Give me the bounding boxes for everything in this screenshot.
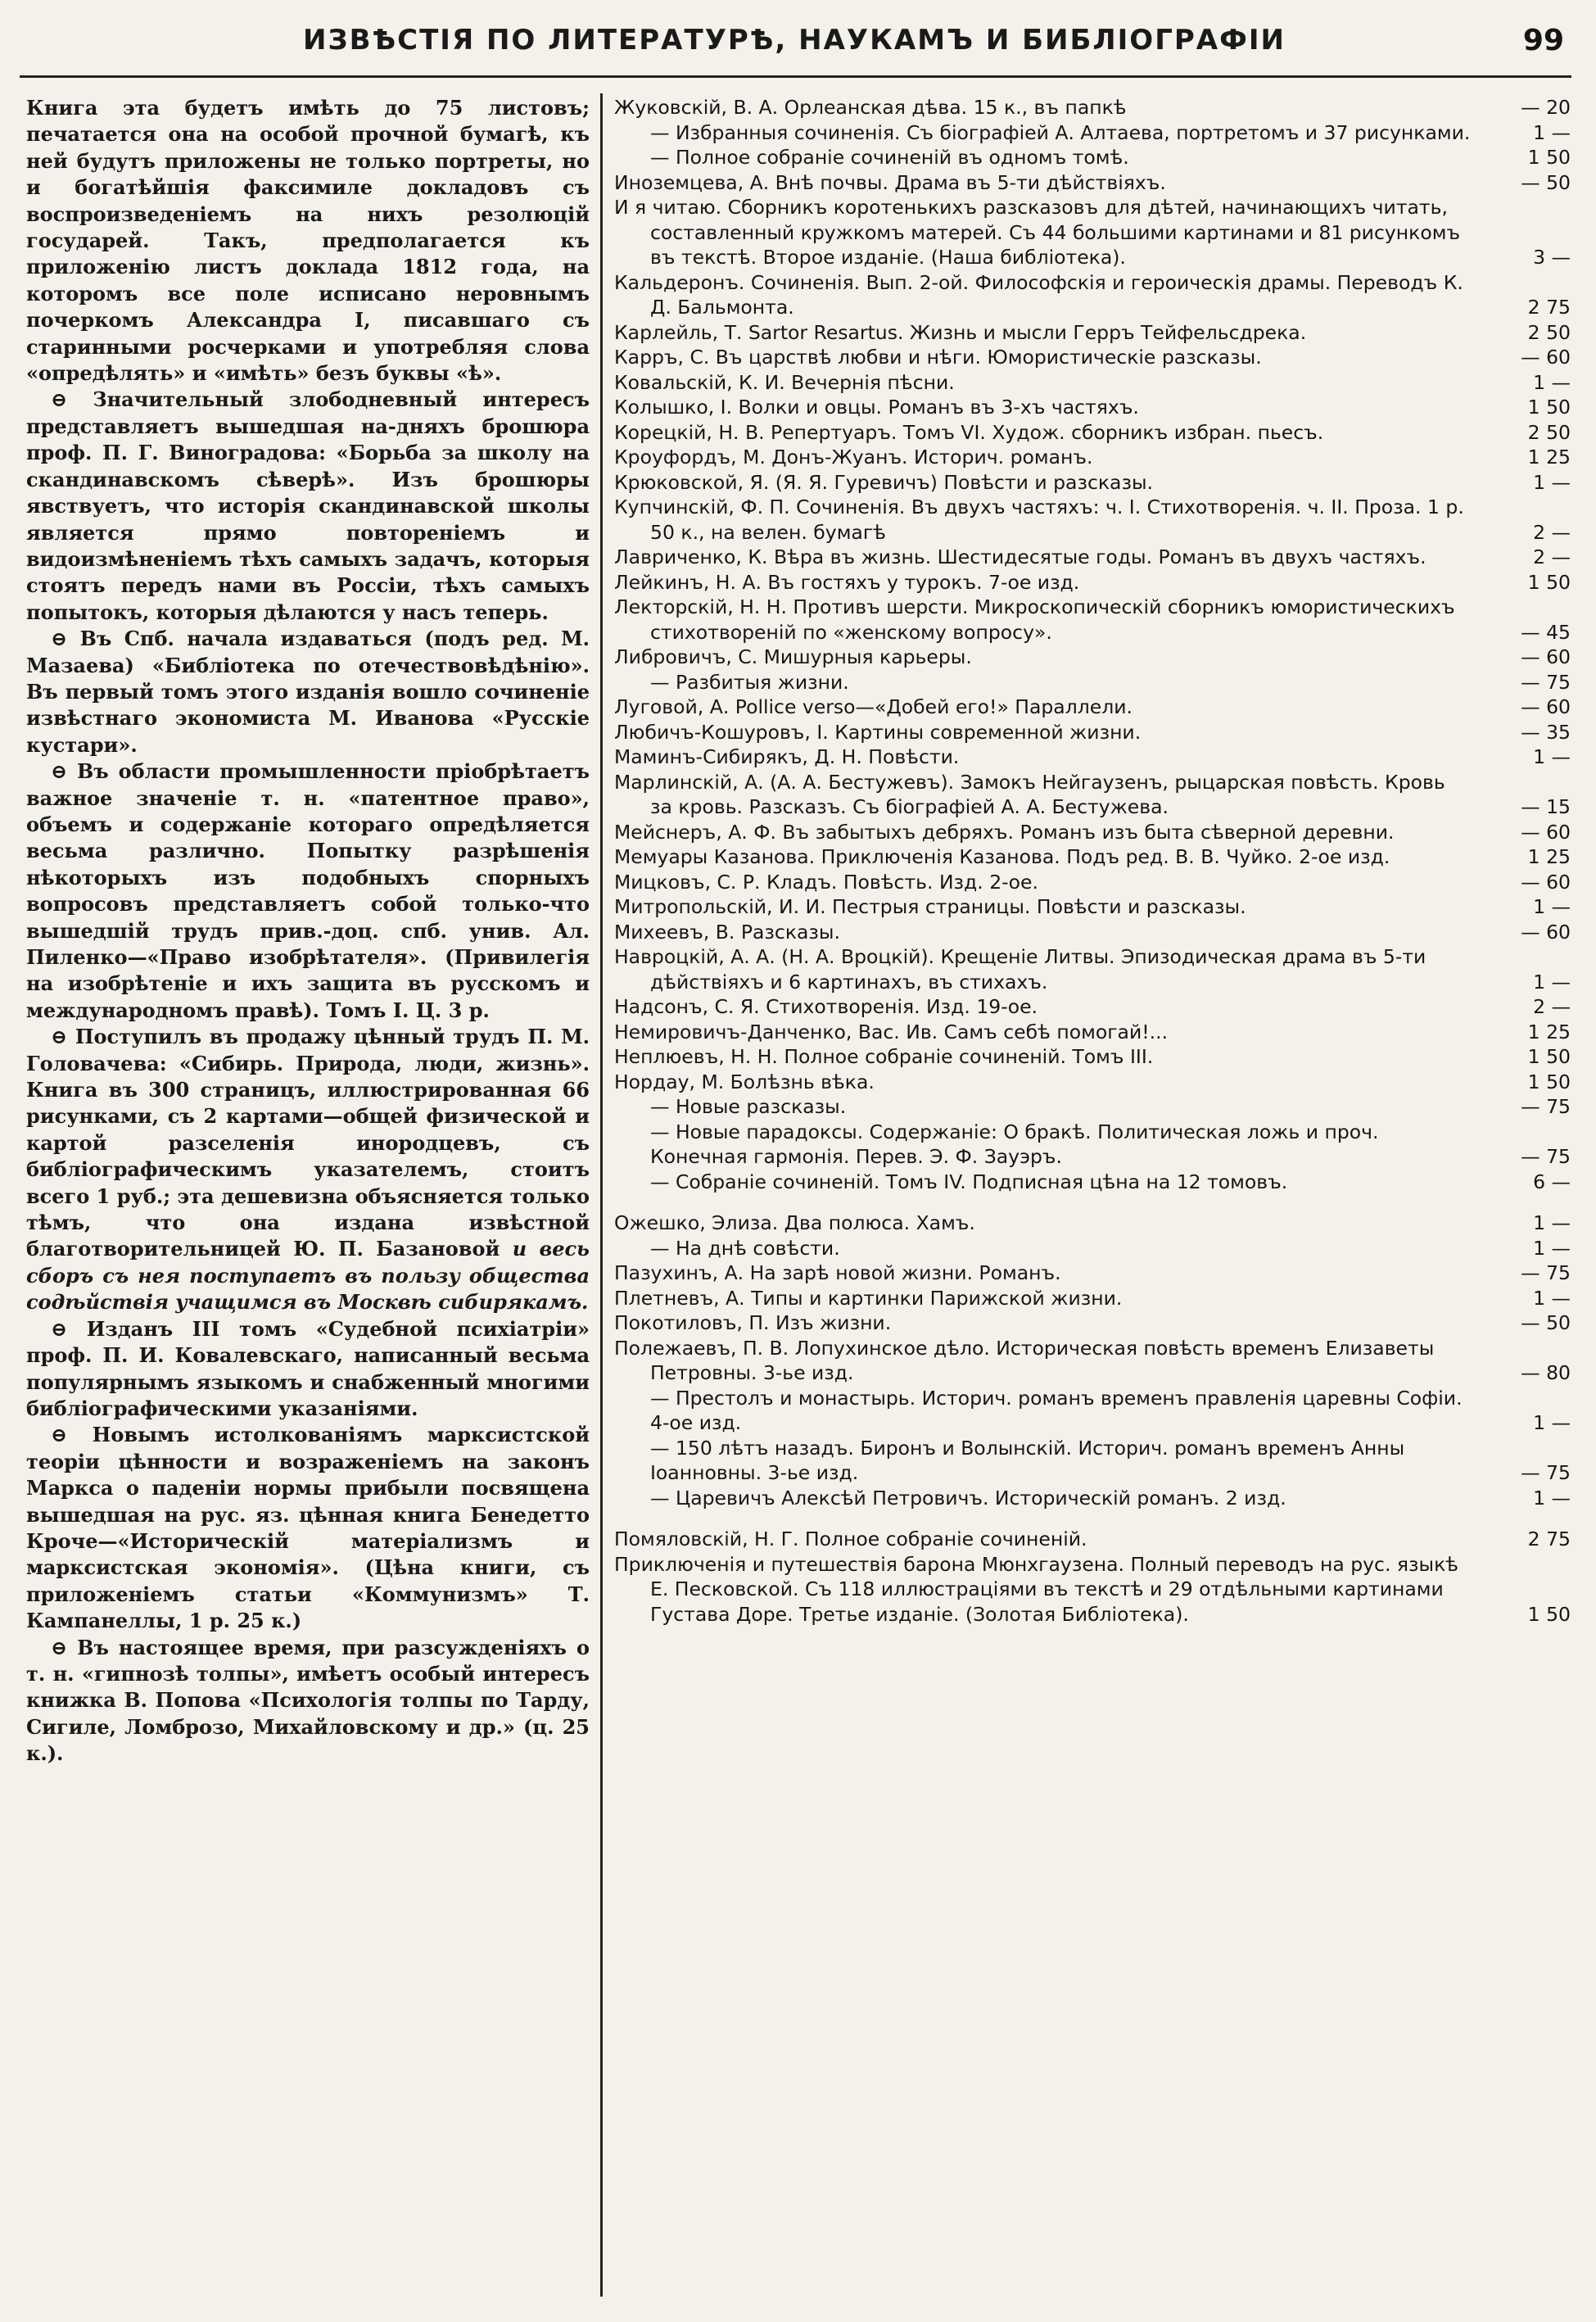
news-paragraph: ⊖ Значительный злободневный интересъ представляетъ вышедшая на-дняхъ брошюра проф. П. Г. Виноградова: «Борьба за школу на скандинавскомъ сѣверѣ». Изъ брошюры явствуетъ, что исторія скандинавской школы является прямо повтореніемъ и видоизмѣненіемъ тѣхъ самыхъ задачъ, которыя стоятъ передъ нами въ Россіи, тѣхъ самыхъ попытокъ, которыя дѣлаются у насъ теперь.: [26, 387, 590, 624]
book-entry-text: — На днѣ совѣсти.: [650, 1236, 840, 1260]
book-entry-price: 1 —: [1533, 120, 1571, 144]
book-entry-text: Маминъ-Сибирякъ, Д. Н. Повѣсти.: [614, 745, 960, 768]
book-entry: [614, 570, 1571, 595]
book-entry-text: Нордау, М. Болѣзнь вѣка.: [614, 1070, 875, 1093]
book-entry: [614, 1044, 1571, 1070]
book-entry-price: — 45: [1521, 620, 1571, 644]
book-entry-text: — Избранныя сочиненія. Съ біографіей А. Алтаева, портретомъ и 37 рисунками.: [650, 120, 1471, 144]
book-entry-text: Крюковской, Я. (Я. Я. Гуревичъ) Повѣсти и разсказы.: [614, 470, 1153, 494]
book-entry-text: — Полное собраніе сочиненій въ одномъ томѣ.: [650, 146, 1129, 169]
book-entry: [614, 1236, 1571, 1261]
book-entry-price: 1 50: [1527, 1070, 1571, 1093]
book-list: [614, 95, 1571, 1627]
book-entry: [614, 920, 1571, 945]
book-entry: [614, 1020, 1571, 1045]
book-entry: [614, 495, 1571, 545]
book-entry-price: — 60: [1521, 920, 1571, 944]
book-entry-price: 1 —: [1533, 1211, 1571, 1234]
book-entry-text: Навроцкій, А. А. (Н. А. Вроцкій). Крещеніе Литвы. Эпизодическая драма въ 5-ти дѣйствіяхъ и 6 картинахъ, въ стихахъ.: [614, 945, 1426, 994]
book-entry-price: — 20: [1521, 96, 1571, 119]
book-entry-price: — 15: [1521, 795, 1571, 818]
book-entry-text: Лейкинъ, Н. А. Въ гостяхъ у турокъ. 7-ое изд.: [614, 570, 1080, 594]
book-entry: [614, 670, 1571, 695]
book-entry: [614, 1211, 1571, 1236]
book-entry-price: 2 75: [1527, 1528, 1571, 1550]
book-entry: [614, 370, 1571, 396]
running-header: [25, 11, 1564, 69]
book-entry-price: 2 —: [1533, 520, 1571, 544]
book-entry-price: — 60: [1521, 346, 1571, 369]
book-entry-price: 2 75: [1527, 296, 1571, 319]
book-entry-text: — Новые парадоксы. Содержаніе: О бракѣ. Политическая ложь и проч. Конечная гармонія. Перев. Э. Ф. Зауэръ.: [650, 1120, 1379, 1168]
book-entry: [614, 145, 1571, 170]
book-entry: [614, 820, 1571, 845]
book-entry-price: — 80: [1521, 1361, 1571, 1384]
book-entry-text: Лекторскій, Н. Н. Противъ шерсти. Микроскопическій сборникъ юмористическихъ стихотвореній по «женскому вопросу».: [614, 595, 1455, 644]
book-entry: [614, 170, 1571, 196]
list-spacer: [614, 1194, 1571, 1211]
header-title: ИЗВѢСТІЯ ПО ЛИТЕРАТУРѢ, НАУКАМЪ И БИБЛІОГРАФІИ: [303, 24, 1286, 57]
book-entry-price: 6 —: [1533, 1170, 1571, 1193]
news-paragraph: ⊖ Изданъ III томъ «Судебной психіатріи» проф. П. И. Ковалевскаго, написанный весьма популярнымъ языкомъ и снабженный многими библіографическими указаніями.: [26, 1316, 590, 1420]
news-paragraph-italic: и весь сборъ съ нея поступаетъ въ пользу общества содѣйствія учащимся въ Москвѣ сибирякамъ.: [26, 1237, 590, 1315]
book-entry: [614, 120, 1571, 146]
book-entry: [614, 1552, 1571, 1627]
book-entry-text: — Новые разсказы.: [650, 1095, 847, 1118]
book-entry-price: 2 —: [1533, 995, 1571, 1018]
book-entry: [614, 345, 1571, 370]
book-entry: [614, 1386, 1571, 1436]
book-entry-price: 1 —: [1533, 970, 1571, 994]
book-entry-text: Немировичъ-Данченко, Вас. Ив. Самъ себѣ помогай!...: [614, 1020, 1169, 1043]
book-entry-text: Ковальскій, К. И. Вечернія пѣсни.: [614, 370, 955, 394]
page-number: 99: [1522, 23, 1564, 57]
book-entry-text: Неплюевъ, Н. Н. Полное собраніе сочиненій. Томъ III.: [614, 1045, 1154, 1068]
news-paragraph: ⊖ Въ области промышленности пріобрѣтаетъ важное значеніе т. н. «патентное право», объемъ и содержаніе котораго опредѣляется весьма различно. Попытку разрѣшенія нѣкоторыхъ изъ подобныхъ спорныхъ вопросовъ представляетъ собой только-что вышедшій трудъ прив.-доц. спб. унив. Ал. Пиленко—«Право изобрѣтателя». (Привилегія на изобрѣтеніе и ихъ защита въ русскомъ и международномъ правѣ). Томъ I. Ц. 3 р.: [26, 759, 590, 1022]
book-entry-price: — 60: [1521, 870, 1571, 894]
book-entry-text: Полежаевъ, П. В. Лопухинское дѣло. Историческая повѣсть временъ Елизаветы Петровны. 3-ье изд.: [614, 1336, 1435, 1384]
left-column: [26, 95, 590, 1768]
book-entry-text: Карръ, С. Въ царствѣ любви и нѣги. Юмористическіе разсказы.: [614, 346, 1262, 369]
book-entry-price: 1 —: [1533, 745, 1571, 768]
book-entry-text: Корецкій, Н. В. Репертуаръ. Томъ VI. Худож. сборникъ избран. пьесъ.: [614, 420, 1324, 444]
book-entry-price: 1 50: [1527, 1045, 1571, 1068]
book-entry-price: 1 —: [1533, 470, 1571, 494]
news-paragraph-text: ⊖ Поступилъ въ продажу цѣнный трудъ П. М. Головачева: «Сибирь. Природа, люди, жизнь». Книга въ 300 страницъ, иллюстрированная 66 рисунками, съ 2 картами—общей физической и картой разселенія инородцевъ, съ библіографическимъ указателемъ, стоитъ всего 1 руб.; эта дешевизна объясняется только тѣмъ, что она издана извѣстной благотворительницей Ю. П. Базановой: [26, 1025, 590, 1261]
book-entry: [614, 420, 1571, 446]
book-entry-price: — 60: [1521, 820, 1571, 844]
book-entry-price: — 75: [1521, 1461, 1571, 1484]
book-entry: [614, 1120, 1571, 1170]
book-entry-text: Кальдеронъ. Сочиненія. Вып. 2-ой. Философскія и героическія драмы. Переводъ К. Д. Бальмонта.: [614, 270, 1463, 319]
book-entry: [614, 1286, 1571, 1311]
book-entry-text: Лавриченко, К. Вѣра въ жизнь. Шестидесятые годы. Романъ въ двухъ частяхъ.: [614, 545, 1426, 568]
book-entry-text: Либровичъ, С. Мишурныя карьеры.: [614, 645, 972, 668]
book-entry-text: Ожешко, Элиза. Два полюса. Хамъ.: [614, 1211, 975, 1234]
book-entry-text: Мемуары Казанова. Приключенія Казанова. Подъ ред. В. В. Чуйко. 2-ое изд.: [614, 845, 1390, 868]
book-entry: [614, 595, 1571, 645]
book-entry-text: Жуковскій, В. А. Орлеанская дѣва. 15 к., въ папкѣ: [614, 96, 1127, 119]
book-entry-text: Мицковъ, С. Р. Кладъ. Повѣсть. Изд. 2-ое.: [614, 870, 1038, 894]
book-entry-price: 1 —: [1533, 1286, 1571, 1310]
book-entry: [614, 1070, 1571, 1095]
book-entry-price: 1 50: [1527, 396, 1571, 419]
news-paragraph: ⊖ Въ настоящее время, при разсужденіяхъ о т. н. «гипнозѣ толпы», имѣетъ особый интересъ книжка В. Попова «Психологія толпы по Тарду, Сигиле, Ломброзо, Михайловскому и др.» (ц. 25 к.).: [26, 1635, 590, 1766]
book-entry-text: Надсонъ, С. Я. Стихотворенія. Изд. 19-ое.: [614, 995, 1038, 1018]
book-entry: [614, 545, 1571, 570]
book-entry: [614, 320, 1571, 346]
book-entry-text: Приключенія и путешествія барона Мюнхгаузена. Полный переводъ на рус. языкѣ Е. Песковской. Съ 118 иллюстраціями въ текстѣ и 29 отдѣльными картинами Густава Доре. Третье изданіе. (Золотая Библіотека).: [614, 1552, 1459, 1626]
book-entry-text: Любичъ-Кошуровъ, І. Картины современной жизни.: [614, 720, 1142, 744]
book-entry-price: 1 —: [1533, 370, 1571, 394]
book-entry-price: — 75: [1521, 1261, 1571, 1284]
book-entry: [614, 445, 1571, 470]
book-entry-text: — Престолъ и монастырь. Историч. романъ временъ правленія царевны Софіи. 4-ое изд.: [650, 1386, 1463, 1434]
book-entry-price: — 50: [1521, 1311, 1571, 1334]
news-paragraph: [26, 1024, 590, 1315]
book-entry: [614, 1436, 1571, 1486]
book-entry-price: — 50: [1521, 170, 1571, 194]
book-entry: [614, 1527, 1571, 1552]
book-entry: [614, 195, 1571, 270]
book-entry: [614, 844, 1571, 870]
column-divider: [600, 93, 603, 2297]
book-entry-text: Покотиловъ, П. Изъ жизни.: [614, 1311, 892, 1334]
book-entry-price: 1 50: [1527, 146, 1571, 169]
book-entry-text: Помяловскій, Н. Г. Полное собраніе сочиненій.: [614, 1528, 1087, 1550]
book-entry: [614, 770, 1571, 820]
book-entry: [614, 645, 1571, 670]
book-entry-text: — Собраніе сочиненій. Томъ IV. Подписная цѣна на 12 томовъ.: [650, 1170, 1288, 1193]
book-entry-text: Плетневъ, А. Типы и картинки Парижской жизни.: [614, 1286, 1123, 1310]
book-entry-price: 1 25: [1527, 845, 1571, 868]
book-entry-price: 2 50: [1527, 320, 1571, 344]
book-entry-text: Колышко, І. Волки и овцы. Романъ въ 3-хъ частяхъ.: [614, 396, 1139, 419]
book-entry-price: — 75: [1521, 1145, 1571, 1168]
book-entry: [614, 270, 1571, 320]
book-entry-price: — 60: [1521, 645, 1571, 668]
book-entry-price: 1 50: [1527, 1602, 1571, 1626]
book-entry-text: — Разбитыя жизни.: [650, 670, 849, 694]
book-entry-text: И я читаю. Сборникъ коротенькихъ разсказовъ для дѣтей, начинающихъ читать, составленный кружкомъ матерей. Съ 44 большими картинами и 81 рисункомъ въ текстѣ. Второе изданіе. (Наша библіотека).: [614, 196, 1461, 269]
book-entry-text: — Царевичъ Алексѣй Петровичъ. Историческій романъ. 2 изд.: [650, 1486, 1286, 1510]
book-entry-text: Мейснеръ, А. Ф. Въ забытыхъ дебряхъ. Романъ изъ быта сѣверной деревни.: [614, 820, 1395, 844]
news-paragraph: ⊖ Въ Спб. начала издаваться (подъ ред. М. Мазаева) «Библіотека по отечествовѣдѣнію». Въ первый томъ этого изданія вошло сочиненіе извѣстнаго экономиста М. Иванова «Русскіе кустари».: [26, 627, 590, 757]
book-entry-price: 1 —: [1533, 1236, 1571, 1260]
book-entry-text: Иноземцева, А. Внѣ почвы. Драма въ 5-ти дѣйствіяхъ.: [614, 170, 1166, 194]
book-entry: [614, 1310, 1571, 1336]
book-entry: [614, 1261, 1571, 1286]
book-entry-text: Кроуфордъ, М. Донъ-Жуанъ. Историч. романъ.: [614, 446, 1093, 468]
book-entry-text: Луговой, А. Pollice verso—«Добей его!» Параллели.: [614, 695, 1133, 718]
book-entry: [614, 95, 1571, 120]
news-paragraph: ⊖ Новымъ истолкованіямъ марксистской теоріи цѣнности и возраженіемъ на законъ Маркса о паденіи нормы прибыли посвящена вышедшая на рус. яз. цѣнная книга Бенедетто Кроче—«Историческій матеріализмъ и марксистская экономія». (Цѣна книги, съ приложеніемъ статьи «Коммунизмъ» Т. Кампанеллы, 1 р. 25 к.): [26, 1423, 590, 1633]
book-entry-text: — 150 лѣтъ назадъ. Биронъ и Волынскій. Историч. романъ временъ Анны Іоанновны. 3-ье изд.: [650, 1436, 1405, 1484]
book-entry: [614, 720, 1571, 745]
book-entry: [614, 994, 1571, 1020]
book-entry-text: Карлейль, Т. Sartor Resartus. Жизнь и мысли Герръ Тейфельсдрека.: [614, 320, 1307, 344]
book-entry-price: 1 50: [1527, 570, 1571, 594]
book-entry: [614, 1486, 1571, 1511]
book-entry-text: Пазухинъ, А. На зарѣ новой жизни. Романъ.: [614, 1261, 1061, 1284]
book-entry-price: 3 —: [1533, 246, 1571, 269]
book-entry-price: — 35: [1521, 720, 1571, 744]
list-spacer: [614, 1510, 1571, 1527]
book-entry: [614, 1336, 1571, 1386]
book-entry-text: Марлинскій, А. (А. А. Бестужевъ). Замокъ Нейгаузенъ, рыцарская повѣсть. Кровь за кровь. Разсказъ. Съ біографіей А. А. Бестужева.: [614, 770, 1445, 818]
book-entry-text: Михеевъ, В. Разсказы.: [614, 920, 840, 944]
book-entry-price: 2 —: [1533, 545, 1571, 568]
news-paragraph: Книга эта будетъ имѣть до 75 листовъ; печатается она на особой прочной бумагѣ, къ ней будутъ приложены не только портреты, но и богатѣйшія факсимиле докладовъ съ воспроизведеніемъ на нихъ резолюцій государей. Такъ, предполагается къ приложенію листъ доклада 1812 года, на которомъ все поле исписано неровнымъ почеркомъ Александра I, писавшаго съ старинными росчерками и употребляя слова «опредѣлять» и «имѣть» безъ буквы «ѣ».: [26, 96, 590, 386]
book-entry: [614, 470, 1571, 496]
book-entry: [614, 695, 1571, 720]
book-entry-text: Митропольскій, И. И. Пестрыя страницы. Повѣсти и разсказы.: [614, 895, 1246, 918]
book-entry-price: 1 —: [1533, 895, 1571, 918]
book-entry: [614, 870, 1571, 895]
book-entry-price: 1 25: [1527, 446, 1571, 468]
book-entry-price: 1 25: [1527, 1020, 1571, 1043]
book-entry-price: 1 —: [1533, 1486, 1571, 1510]
book-entry-price: 2 50: [1527, 420, 1571, 444]
book-entry-price: — 60: [1521, 695, 1571, 718]
book-entry: [614, 1170, 1571, 1195]
book-entry-price: 1 —: [1533, 1411, 1571, 1434]
book-entry: [614, 745, 1571, 770]
book-entry-text: Купчинскій, Ф. П. Сочиненія. Въ двухъ частяхъ: ч. I. Стихотворенія. ч. II. Проза. 1 р. 50 к., на велен. бумагѣ: [614, 496, 1464, 544]
book-entry-price: — 75: [1521, 1095, 1571, 1118]
book-entry-price: — 75: [1521, 670, 1571, 694]
book-entry: [614, 944, 1571, 994]
book-entry: [614, 1094, 1571, 1120]
header-rule: [20, 75, 1571, 78]
book-entry: [614, 894, 1571, 920]
book-entry: [614, 395, 1571, 420]
